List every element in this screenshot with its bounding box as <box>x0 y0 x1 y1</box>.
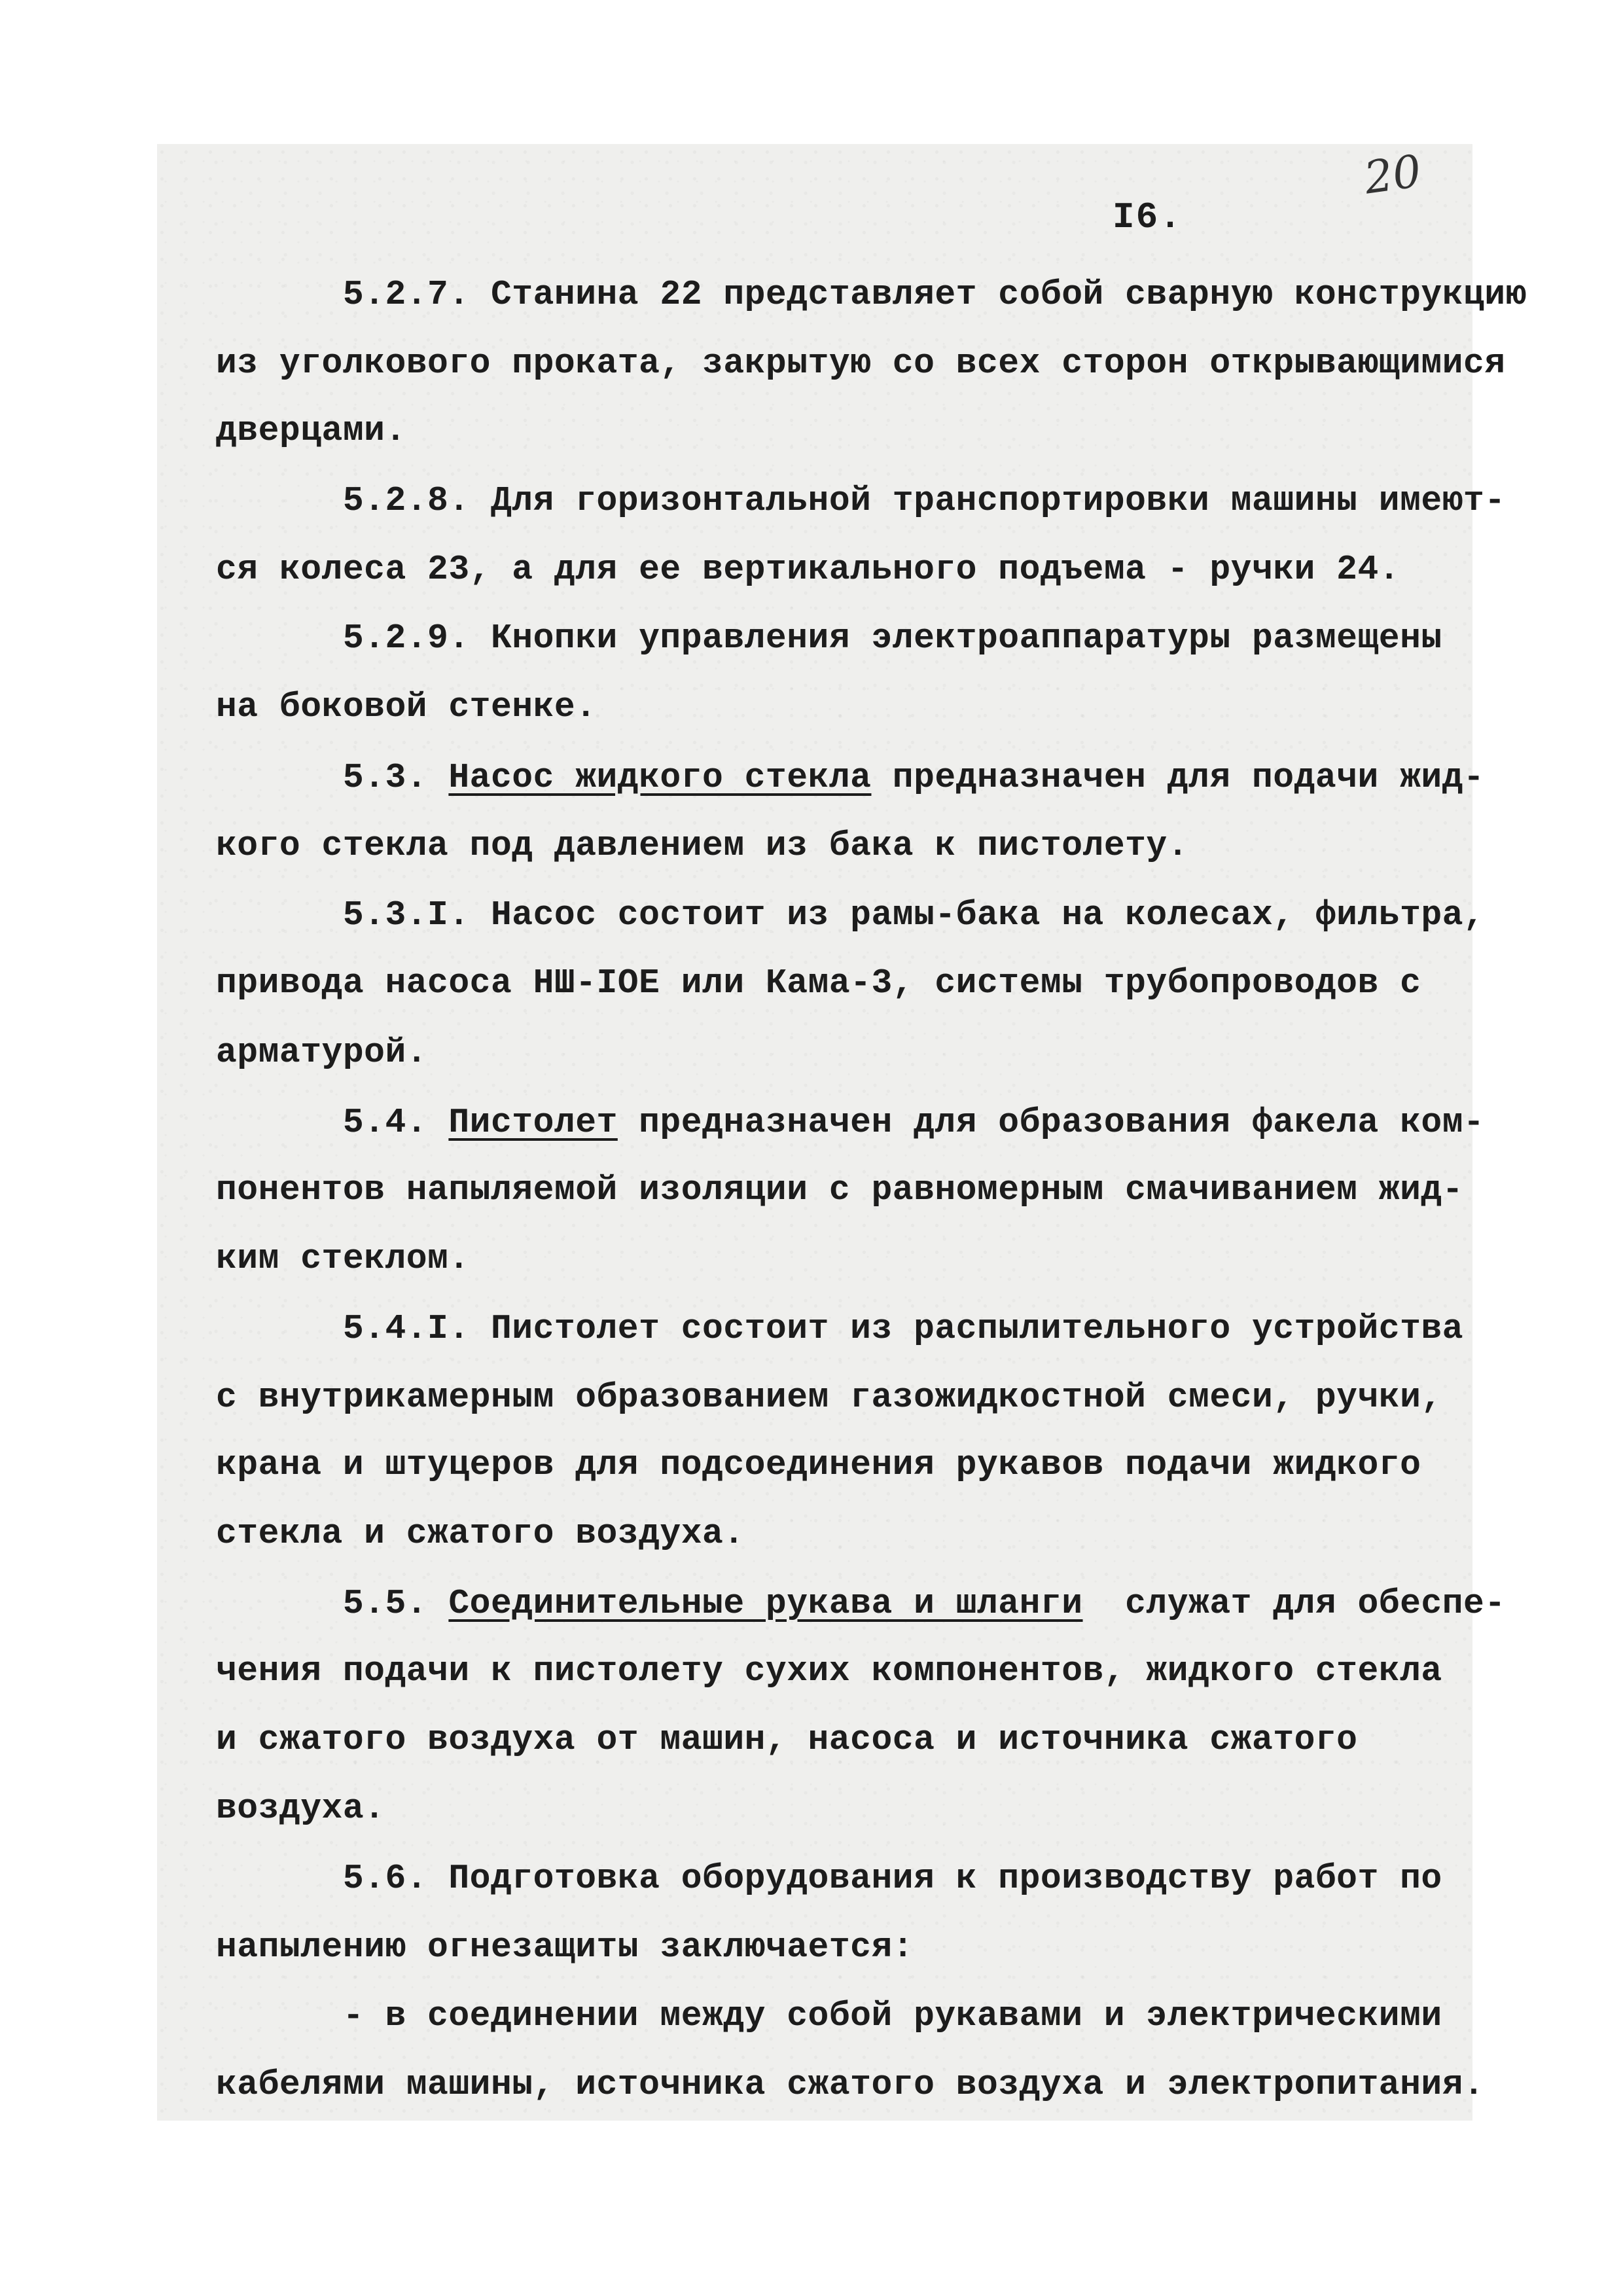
text-line: воздуха. <box>216 1789 385 1828</box>
text-line: 5.2.9. Кнопки управления электроаппаратуры размещены <box>216 619 1442 658</box>
text-line: с внутрикамерным образованием газожидкостной смеси, ручки, <box>216 1378 1442 1417</box>
text-line: на боковой стенке. <box>216 687 597 726</box>
text-line: 5.5. Соединительные рукава и шланги служат для обеспе- <box>216 1584 1506 1623</box>
underlined-term: Пистолет <box>448 1103 618 1142</box>
handwritten-archive-number: 20 <box>1361 145 1425 205</box>
text-line: крана и штуцеров для подсоединения рукавов подачи жидкого <box>216 1445 1421 1484</box>
text-line: 5.3. Насос жидкого стекла предназначен для подачи жид- <box>216 758 1485 797</box>
text-line: арматурой. <box>216 1033 428 1072</box>
text-line: понентов напыляемой изоляции с равномерным смачиванием жид- <box>216 1170 1464 1210</box>
text-line: 5.2.8. Для горизонтальной транспортировки машины имеют- <box>216 481 1506 520</box>
text-line: привода насоса НШ-IОЕ или Кама-3, системы трубопроводов с <box>216 963 1421 1003</box>
underlined-term: Насос жидкого стекла <box>448 758 872 797</box>
text-line: 5.6. Подготовка оборудования к производству работ по <box>216 1859 1442 1898</box>
text-line: кого стекла под давлением из бака к пистолету. <box>216 826 1189 865</box>
text-line: 5.2.7. Станина 22 представляет собой сварную конструкцию <box>216 275 1527 314</box>
text-line: напылению огнезащиты заключается: <box>216 1928 914 1967</box>
text-line: из уголкового проката, закрытую со всех сторон открывающимися <box>216 344 1506 383</box>
text-line: 5.4.I. Пистолет состоит из распылительного устройства <box>216 1309 1464 1348</box>
text-line: ся колеса 23, а для ее вертикального подъема - ручки 24. <box>216 550 1400 589</box>
page-number: I6. <box>1113 196 1183 238</box>
text-line: чения подачи к пистолету сухих компонентов, жидкого стекла <box>216 1651 1442 1691</box>
text-line: 5.3.I. Насос состоит из рамы-бака на колесах, фильтра, <box>216 895 1485 935</box>
underlined-term: Соединительные рукава и шланги <box>448 1584 1083 1623</box>
text-line: ким стеклом. <box>216 1239 470 1278</box>
text-line: дверцами. <box>216 411 406 450</box>
text-line: 5.4. Пистолет предназначен для образования факела ком- <box>216 1103 1485 1142</box>
text-line: стекла и сжатого воздуха. <box>216 1514 745 1553</box>
text-line: кабелями машины, источника сжатого воздуха и электропитания. <box>216 2065 1485 2104</box>
text-line: и сжатого воздуха от машин, насоса и источника сжатого <box>216 1720 1358 1759</box>
text-line: - в соединении между собой рукавами и электрическими <box>216 1996 1442 2036</box>
